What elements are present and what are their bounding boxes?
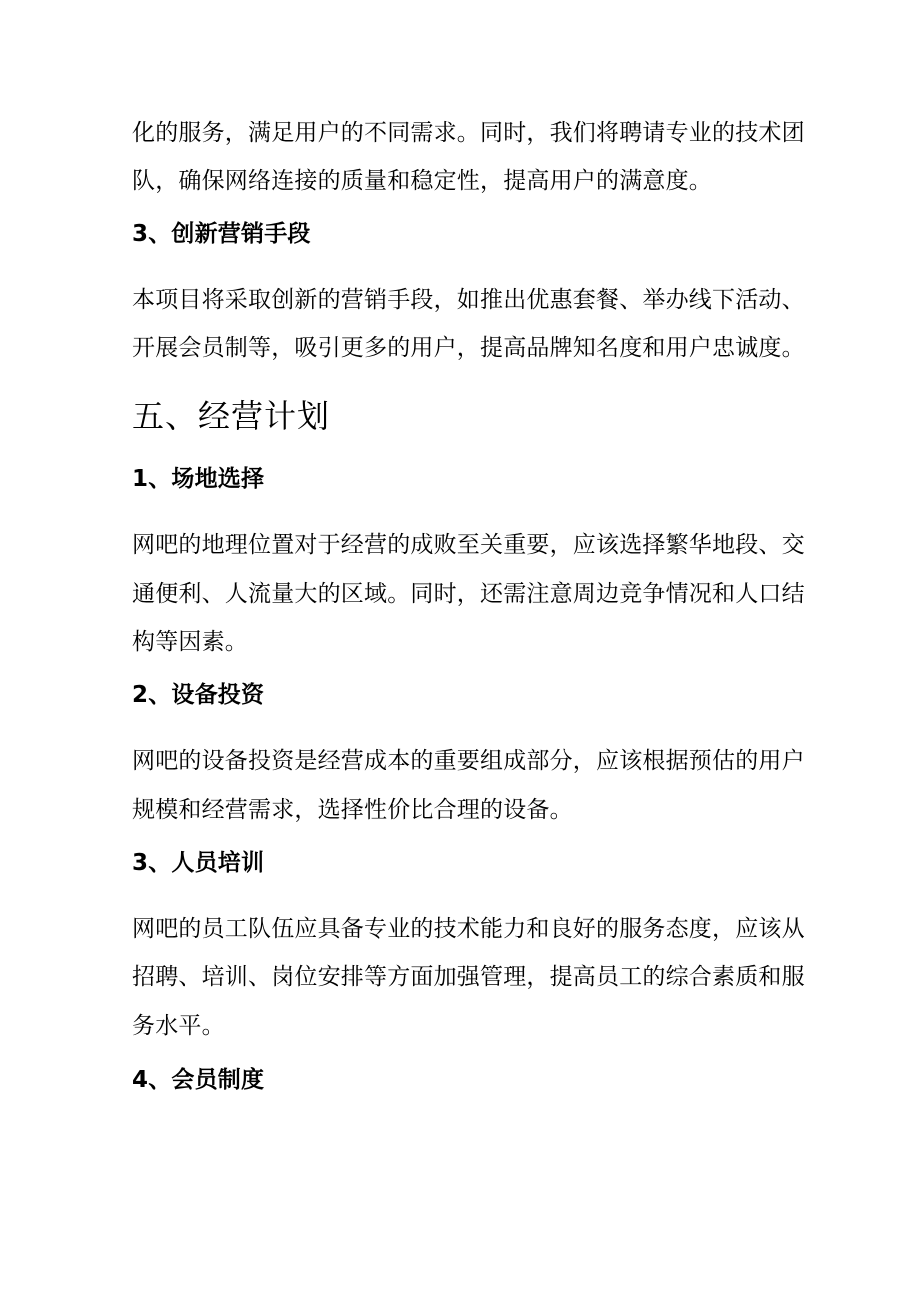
paragraph-line: 开展会员制等，吸引更多的用户，提高品牌知名度和用户忠诚度。 xyxy=(132,335,805,361)
chapter-heading-business-plan: 五、经营计划 xyxy=(132,397,331,435)
paragraph-line: 网吧的员工队伍应具备专业的技术能力和良好的服务态度，应该从 xyxy=(132,916,805,942)
section-heading-training: 3、人员培训 xyxy=(132,850,265,876)
paragraph-line: 本项目将采取创新的营销手段，如推出优惠套餐、举办线下活动、 xyxy=(132,287,805,313)
paragraph-line: 务水平。 xyxy=(132,1013,225,1039)
section-heading-marketing: 3、创新营销手段 xyxy=(132,221,311,247)
paragraph-line: 构等因素。 xyxy=(132,629,248,655)
paragraph-line: 招聘、培训、岗位安排等方面加强管理，提高员工的综合素质和服 xyxy=(132,964,805,990)
paragraph-line: 队，确保网络连接的质量和稳定性，提高用户的满意度。 xyxy=(132,168,712,194)
paragraph-line: 通便利、人流量大的区域。同时，还需注意周边竞争情况和人口结 xyxy=(132,581,805,607)
paragraph-line: 规模和经营需求，选择性价比合理的设备。 xyxy=(132,797,573,823)
paragraph-line: 网吧的设备投资是经营成本的重要组成部分，应该根据预估的用户 xyxy=(132,748,805,774)
paragraph-line: 网吧的地理位置对于经营的成败至关重要，应该选择繁华地段、交 xyxy=(132,532,805,558)
paragraph-line: 化的服务，满足用户的不同需求。同时，我们将聘请专业的技术团 xyxy=(132,120,805,146)
section-heading-membership: 4、会员制度 xyxy=(132,1067,265,1093)
section-heading-site: 1、场地选择 xyxy=(132,466,265,492)
section-heading-equipment: 2、设备投资 xyxy=(132,682,265,708)
